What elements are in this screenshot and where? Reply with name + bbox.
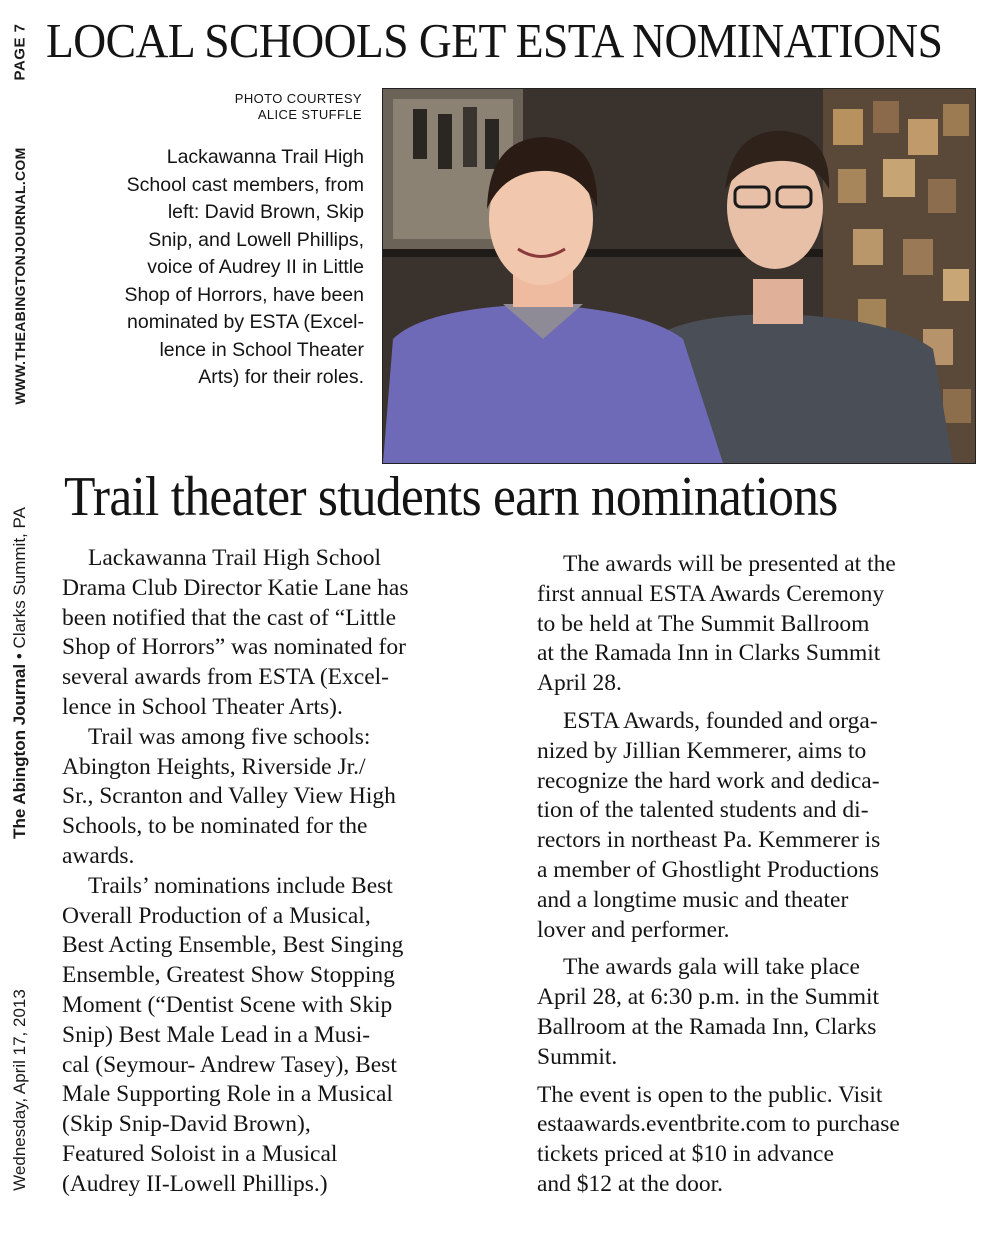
paper-name: The Abington Journal	[10, 663, 29, 839]
text-line: Featured Soloist in a Musical	[62, 1140, 338, 1167]
text-line: ESTA Awards, founded and orga-	[563, 707, 878, 734]
text-line: and a longtime music and theater	[537, 886, 849, 913]
caption-line: Shop of Horrors, have been	[124, 283, 364, 306]
text-line: lence in School Theater Arts).	[62, 693, 343, 720]
text-line: The event is open to the public. Visit	[537, 1081, 883, 1108]
text-line: tion of the talented students and di-	[537, 797, 869, 824]
text-line: (Skip Snip-David Brown),	[62, 1111, 311, 1138]
text-line: Trail was among five schools:	[88, 723, 371, 750]
article-paragraph	[537, 550, 977, 699]
text-line: been notified that the cast of “Little	[62, 604, 397, 631]
text-line: a member of Ghostlight Productions	[537, 856, 880, 883]
text-line: Moment (“Dentist Scene with Skip	[62, 991, 393, 1018]
caption-line: lence in School Theater	[159, 338, 364, 361]
article-headline: Trail theater students earn nominations	[64, 466, 838, 528]
caption-line: Lackawanna Trail High	[166, 146, 364, 168]
text-line: Sr., Scranton and Valley View High	[62, 783, 396, 810]
article-paragraph	[537, 953, 977, 1072]
separator-bullet: •	[10, 653, 29, 660]
text-line: The awards will be presented at the	[563, 551, 896, 577]
text-line: rectors in northeast Pa. Kemmerer is	[537, 827, 881, 854]
caption-line: Snip, and Lowell Phillips,	[148, 228, 364, 251]
page-number: PAGE 7	[11, 23, 29, 81]
text-line: Summit.	[537, 1043, 618, 1070]
article-paragraph	[62, 723, 492, 872]
caption-line: nominated by ESTA (Excel-	[127, 311, 364, 333]
caption-line: Arts) for their roles.	[198, 366, 364, 388]
text-line: Ballroom at the Ramada Inn, Clarks	[537, 1013, 877, 1040]
text-line: Schools, to be nominated for the	[62, 813, 368, 840]
text-line: to be held at The Summit Ballroom	[537, 610, 870, 637]
article-column-left	[62, 544, 492, 1200]
website-url[interactable]: WWW.THEABINGTONJOURNAL.COM	[12, 147, 28, 405]
text-line: Abington Heights, Riverside Jr./	[62, 753, 366, 780]
issue-date: Wednesday, April 17, 2013	[10, 989, 29, 1191]
caption-line: left: David Brown, Skip	[167, 201, 364, 223]
caption-line: voice of Audrey II in Little	[147, 256, 364, 278]
text-line: several awards from ESTA (Excel-	[62, 664, 389, 691]
text-line: awards.	[62, 842, 135, 869]
text-line: (Audrey II-Lowell Phillips.)	[62, 1170, 328, 1197]
text-line: Trails’ nominations include Best	[88, 872, 393, 899]
text-line: at the Ramada Inn in Clarks Summit	[537, 640, 881, 667]
photo-credit	[190, 91, 362, 123]
text-line: Lackawanna Trail High School	[88, 545, 382, 571]
paper-location: Clarks Summit, PA	[10, 507, 29, 649]
text-line: tickets priced at $10 in advance	[537, 1141, 834, 1168]
article-paragraph	[537, 707, 977, 945]
paper-dateline	[10, 507, 30, 839]
text-line: lover and performer.	[537, 916, 730, 943]
text-line: Male Supporting Role in a Musical	[62, 1081, 393, 1108]
article-paragraph	[62, 872, 492, 1200]
text-line: Snip) Best Male Lead in a Musi-	[62, 1021, 371, 1048]
text-line: Ensemble, Greatest Show Stopping	[62, 962, 395, 989]
text-line: recognize the hard work and dedica-	[537, 767, 880, 794]
event-url-line[interactable]: estaawards.eventbrite.com to purchase	[537, 1111, 900, 1138]
caption-line: School cast members, from	[126, 173, 364, 196]
photo-credit-name: ALICE STUFFLE	[257, 107, 362, 122]
text-line: April 28.	[537, 670, 622, 697]
page-sidebar	[0, 0, 40, 1233]
photo-credit-line: PHOTO COURTESY	[234, 91, 362, 106]
text-line: The awards gala will take place	[563, 954, 860, 981]
text-line: nized by Jillian Kemmerer, aims to	[537, 737, 867, 764]
article-paragraph	[62, 544, 492, 723]
top-headline: LOCAL SCHOOLS GET ESTA NOMINATIONS	[46, 13, 943, 68]
students-photo-illustration	[383, 89, 975, 463]
text-line: first annual ESTA Awards Ceremony	[537, 580, 885, 607]
photo-caption	[58, 144, 364, 392]
text-line: cal (Seymour- Andrew Tasey), Best	[62, 1051, 397, 1078]
article-paragraph	[537, 1081, 977, 1200]
text-line: Overall Production of a Musical,	[62, 902, 371, 929]
article-column-right	[537, 550, 977, 1200]
text-line: Shop of Horrors” was nominated for	[62, 634, 406, 661]
text-line: Best Acting Ensemble, Best Singing	[62, 932, 404, 959]
students-photo	[382, 88, 976, 464]
text-line: April 28, at 6:30 p.m. in the Summit	[537, 984, 880, 1011]
text-line: Drama Club Director Katie Lane has	[62, 574, 409, 601]
text-line: and $12 at the door.	[537, 1170, 724, 1197]
